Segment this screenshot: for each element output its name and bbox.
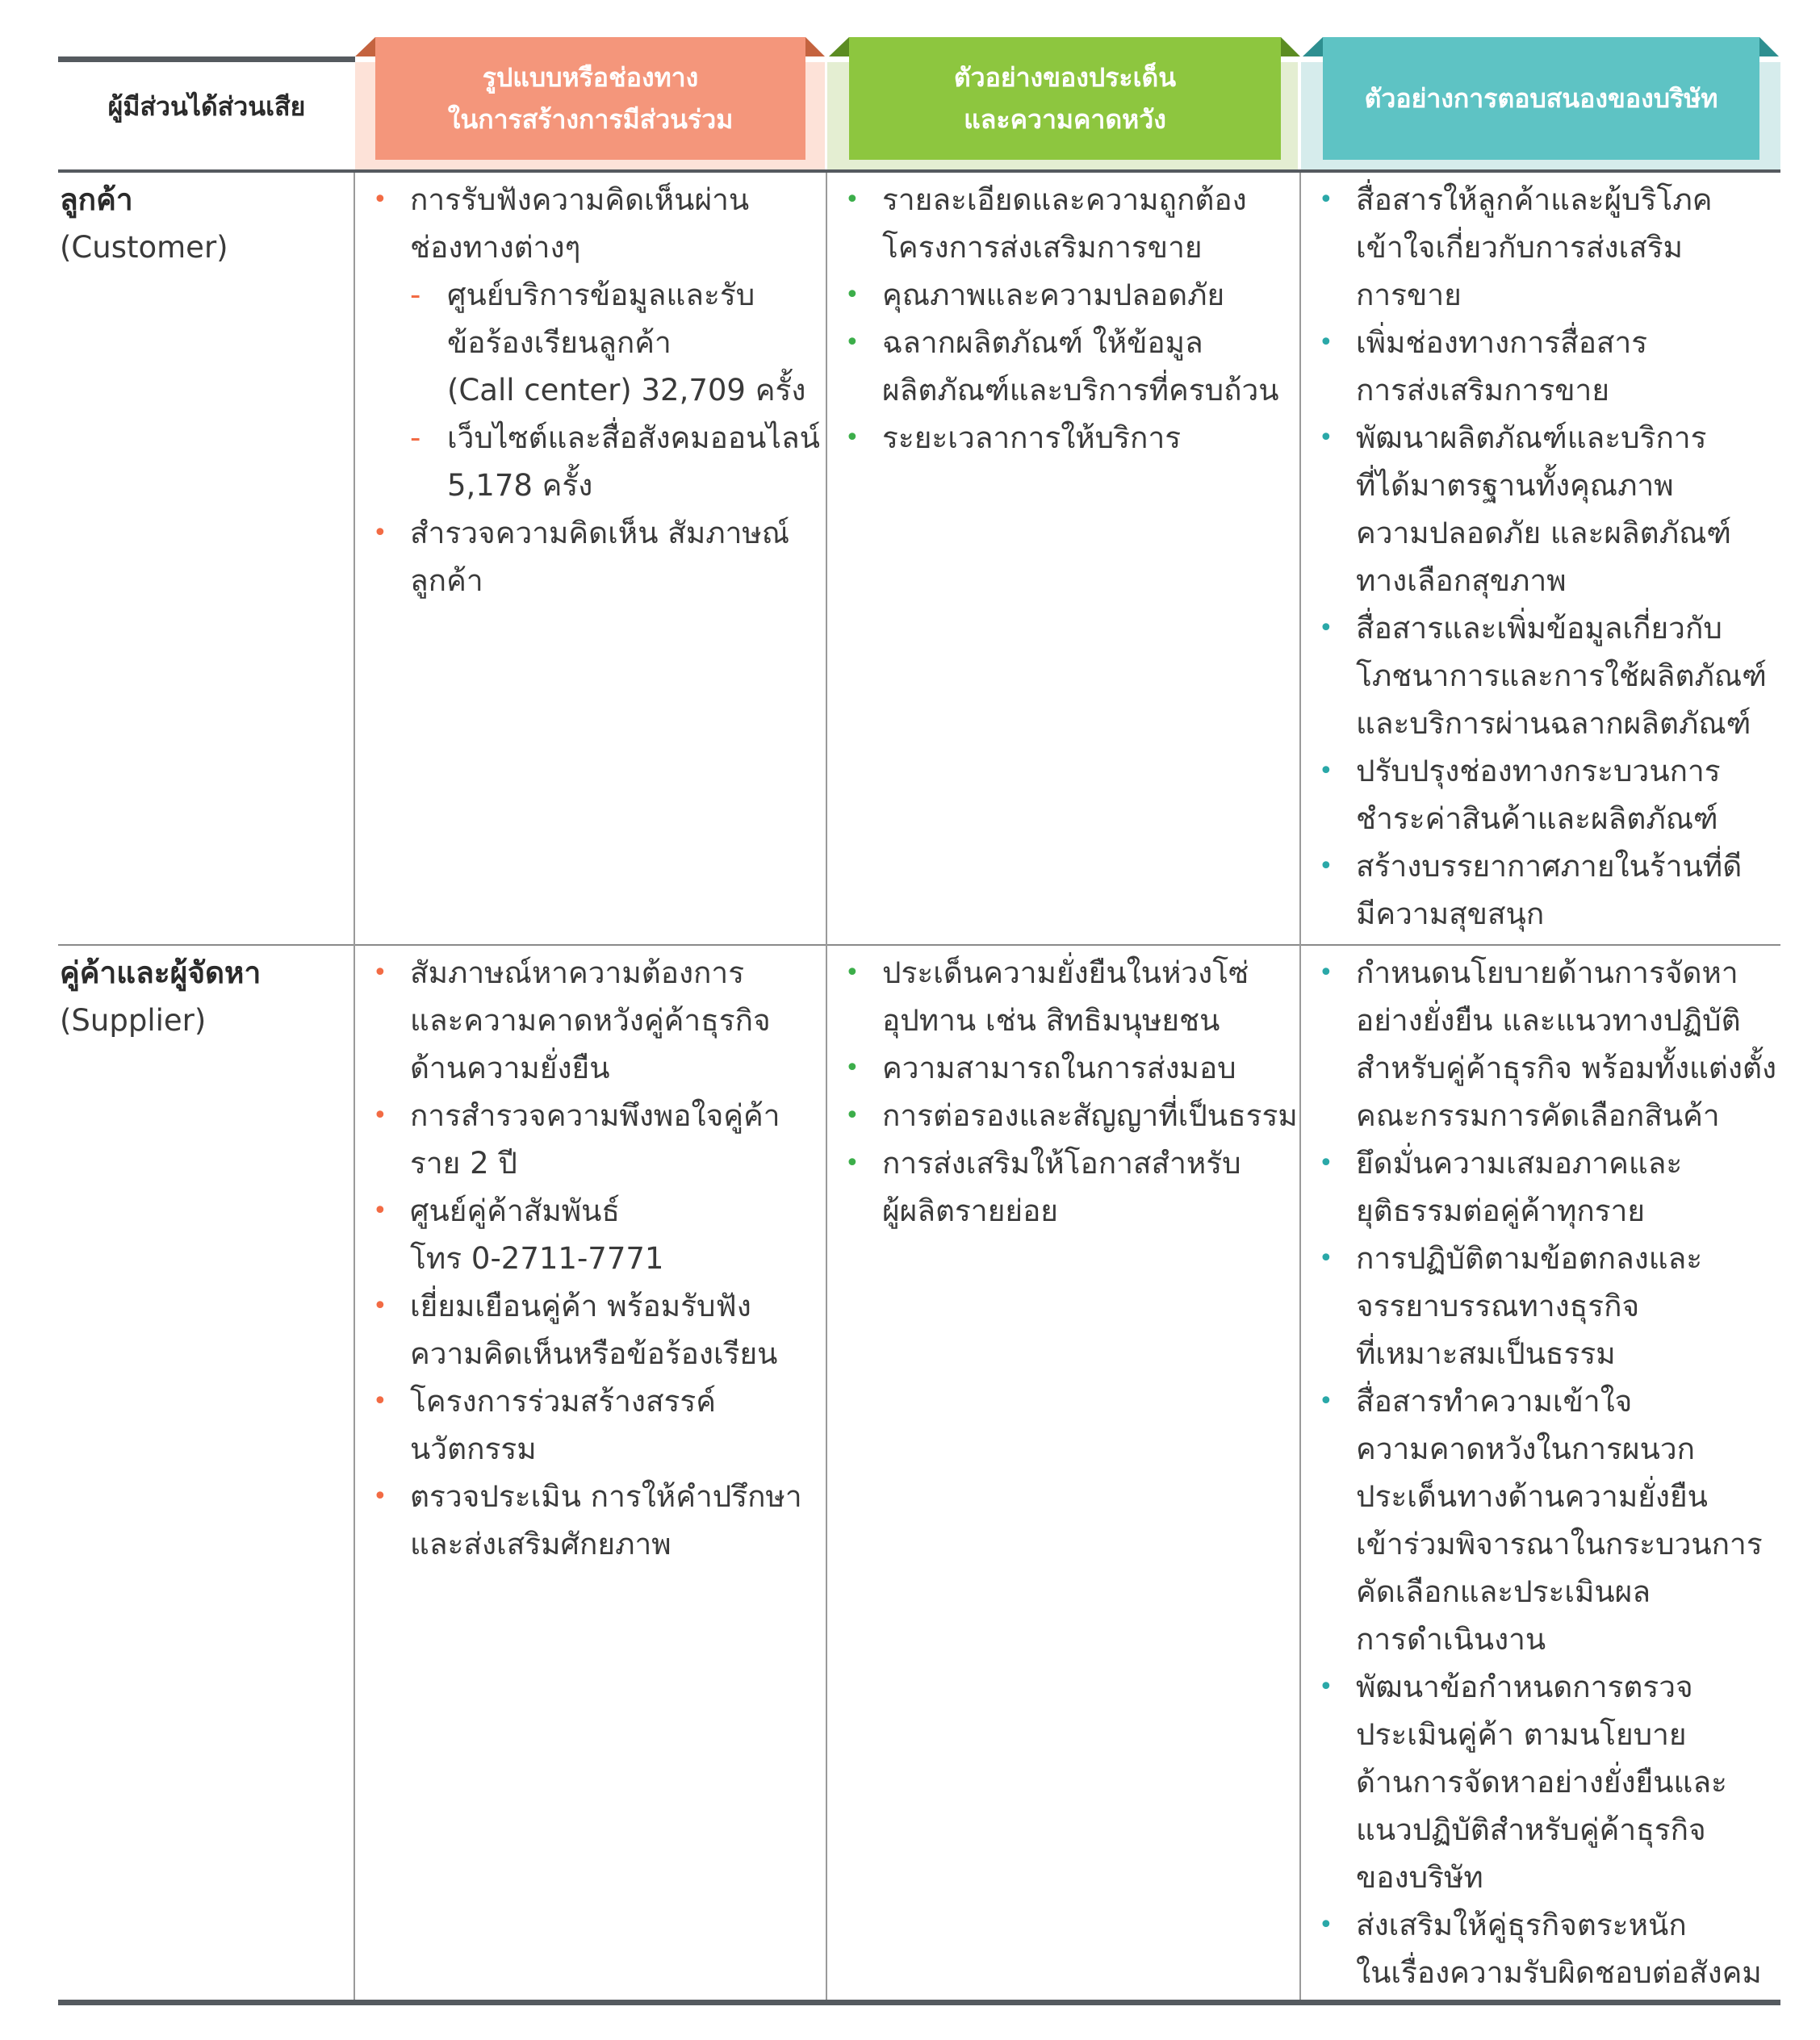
- issues-cell: [845, 949, 1297, 1235]
- response-item: [1319, 747, 1779, 842]
- issue-text: • ระยะเวลาการให้บริการ: [882, 420, 1182, 455]
- stakeholder-name: ลูกค้า: [60, 182, 133, 217]
- channel-subtext: (Call center) 32,709 ครั้ง: [447, 373, 806, 408]
- channel-text: และความคาดหวังคู่ค้าธุรกิจ: [410, 1003, 771, 1038]
- issues-cell: [845, 176, 1297, 462]
- channel-item: [373, 176, 822, 509]
- issue-item: [845, 1044, 1297, 1092]
- issue-list: [845, 176, 1297, 462]
- header-stakeholder: ผู้มีส่วนได้ส่วนเสีย: [107, 91, 306, 122]
- issue-list: [845, 949, 1297, 1235]
- response-text: ชำระค่าสินค้าและผลิตภัณฑ์: [1356, 801, 1718, 836]
- channel-text: ด้านความยั่งยืน: [410, 1051, 610, 1085]
- channel-text: • เยี่ยมเยือนคู่ค้า พร้อมรับฟัง: [410, 1289, 751, 1323]
- response-text: • สื่อสารและเพิ่มข้อมูลเกี่ยวกับ: [1356, 611, 1722, 646]
- col1-fold-left: [355, 37, 375, 56]
- response-text: จรรยาบรรณทางธุรกิจ: [1356, 1289, 1640, 1323]
- col2-fold-right: [1281, 37, 1300, 56]
- channel-item: [373, 1282, 822, 1377]
- issue-text: อุปทาน เช่น สิทธิมนุษยชน: [882, 1003, 1220, 1038]
- response-text: ในเรื่องความรับผิดชอบต่อสังคม: [1356, 1955, 1762, 1990]
- response-item: [1319, 604, 1779, 747]
- response-text: • พัฒนาข้อกำหนดการตรวจ: [1356, 1670, 1693, 1704]
- response-text: การขาย: [1356, 278, 1462, 312]
- issue-item: [845, 414, 1297, 462]
- channel-text: ความคิดเห็นหรือข้อร้องเรียน: [410, 1336, 778, 1371]
- channels-cell: [373, 949, 822, 1568]
- issue-item: [845, 319, 1297, 414]
- response-text: ยุติธรรมต่อคู่ค้าทุกราย: [1356, 1193, 1646, 1228]
- response-item: [1319, 949, 1779, 1139]
- issue-item: [845, 271, 1297, 319]
- response-text: คณะกรรมการคัดเลือกสินค้า: [1356, 1098, 1720, 1133]
- response-text: • กำหนดนโยบายด้านการจัดหา: [1356, 955, 1738, 990]
- issue-text: ผู้ผลิตรายย่อย: [882, 1193, 1058, 1228]
- response-text: • สื่อสารให้ลูกค้าและผู้บริโภค: [1356, 182, 1713, 217]
- stakeholder-cell: [60, 949, 350, 1044]
- column-divider: [354, 173, 355, 2000]
- table-bottom-rule: [58, 2000, 1780, 2005]
- issue-text: • ความสามารถในการส่งมอบ: [882, 1051, 1236, 1085]
- response-text: • พัฒนาผลิตภัณฑ์และบริการ: [1356, 420, 1707, 455]
- header-channels: [375, 37, 805, 160]
- channel-text: • การรับฟังความคิดเห็นผ่าน: [410, 182, 750, 217]
- channel-list: [373, 176, 822, 604]
- response-item: [1319, 1139, 1779, 1235]
- channel-text: • การสำรวจความพึงพอใจคู่ค้า: [410, 1098, 780, 1133]
- header-channels-line: รูปแบบหรือช่องทาง: [482, 62, 699, 93]
- channel-item: [373, 949, 822, 1092]
- response-item: [1319, 1235, 1779, 1377]
- issue-item: [845, 1092, 1297, 1139]
- channel-item: [373, 1092, 822, 1187]
- channel-subtext: ข้อร้องเรียนลูกค้า: [447, 325, 672, 360]
- channel-item: [373, 1377, 822, 1473]
- row-divider: [58, 944, 1780, 946]
- issue-text: • ฉลากผลิตภัณฑ์ ให้ข้อมูล: [882, 325, 1203, 360]
- stakeholder-name: คู่ค้าและผู้จัดหา: [60, 955, 261, 990]
- channel-text: ราย 2 ปี: [410, 1146, 517, 1181]
- stakeholder-cell: [60, 176, 350, 271]
- channel-text: • โครงการร่วมสร้างสรรค์: [410, 1384, 717, 1419]
- issue-item: [845, 1139, 1297, 1235]
- channel-subitem: [410, 271, 822, 414]
- channel-text: • สำรวจความคิดเห็น สัมภาษณ์: [410, 516, 790, 550]
- header-bottom-rule: [58, 169, 1780, 173]
- response-text: • การปฏิบัติตามข้อตกลงและ: [1356, 1241, 1703, 1276]
- response-text: ทางเลือกสุขภาพ: [1356, 563, 1567, 598]
- response-text: มีความสุขสนุก: [1356, 897, 1545, 931]
- channel-list: [373, 949, 822, 1568]
- response-item: [1319, 176, 1779, 319]
- response-text: ประเด็นทางด้านความยั่งยืน: [1356, 1479, 1708, 1514]
- issue-text: • การต่อรองและสัญญาที่เป็นธรรม: [882, 1098, 1298, 1133]
- response-text: ที่เหมาะสมเป็นธรรม: [1356, 1336, 1616, 1371]
- col2-fold-left: [829, 37, 849, 56]
- response-text: คัดเลือกและประเมินผล: [1356, 1574, 1651, 1609]
- channel-text: และส่งเสริมศักยภาพ: [410, 1527, 672, 1561]
- issue-text: โครงการส่งเสริมการขาย: [882, 230, 1203, 265]
- response-text: • เพิ่มช่องทางการสื่อสาร: [1356, 325, 1648, 360]
- channel-text: • ตรวจประเมิน การให้คำปรึกษา: [410, 1479, 802, 1514]
- header-top-rule: [58, 56, 355, 62]
- response-text: ประเมินคู่ค้า ตามนโยบาย: [1356, 1717, 1687, 1752]
- response-text: เข้าใจเกี่ยวกับการส่งเสริม: [1356, 230, 1684, 265]
- response-text: การส่งเสริมการขาย: [1356, 373, 1609, 408]
- issue-item: [845, 949, 1297, 1044]
- channel-text: • ศูนย์คู่ค้าสัมพันธ์: [410, 1193, 620, 1228]
- issue-text: • รายละเอียดและความถูกต้อง: [882, 182, 1247, 217]
- channel-text: นวัตกรรม: [410, 1432, 537, 1466]
- response-text: เข้าร่วมพิจารณาในกระบวนการ: [1356, 1527, 1763, 1561]
- response-item: [1319, 1663, 1779, 1901]
- response-text: ด้านการจัดหาอย่างยั่งยืนและ: [1356, 1765, 1727, 1800]
- channels-cell: [373, 176, 822, 604]
- issue-text: • ประเด็นความยั่งยืนในห่วงโซ่: [882, 955, 1249, 990]
- col3-fold-right: [1759, 37, 1779, 56]
- channel-item: [373, 509, 822, 604]
- stakeholder-name-en: (Customer): [60, 230, 228, 265]
- response-text: แนวปฏิบัติสำหรับคู่ค้าธุรกิจ: [1356, 1812, 1706, 1847]
- channel-sublist: [410, 271, 822, 509]
- responses-cell: [1319, 176, 1779, 938]
- channel-text: ช่องทางต่างๆ: [410, 230, 581, 265]
- issue-text: • คุณภาพและความปลอดภัย: [882, 278, 1225, 312]
- response-text: การดำเนินงาน: [1356, 1622, 1546, 1657]
- issue-text: • การส่งเสริมให้โอกาสสำหรับ: [882, 1146, 1241, 1181]
- issue-item: [845, 176, 1297, 271]
- response-text: • ส่งเสริมให้คู่ธุรกิจตระหนัก: [1356, 1908, 1687, 1942]
- col1-fold-right: [805, 37, 825, 56]
- channel-subtext: 5,178 ครั้ง: [447, 468, 593, 503]
- response-text: • สื่อสารทำความเข้าใจ: [1356, 1384, 1633, 1419]
- response-text: ความคาดหวังในการผนวก: [1356, 1432, 1696, 1466]
- stakeholder-name-en: (Supplier): [60, 1003, 207, 1038]
- response-text: อย่างยั่งยืน และแนวทางปฏิบัติ: [1356, 1003, 1741, 1038]
- response-text: ความปลอดภัย และผลิตภัณฑ์: [1356, 516, 1732, 550]
- response-text: ที่ได้มาตรฐานทั้งคุณภาพ: [1356, 468, 1674, 503]
- channel-text: โทร 0-2711-7771: [410, 1241, 664, 1276]
- response-item: [1319, 414, 1779, 604]
- response-item: [1319, 1901, 1779, 1996]
- response-text: • ยึดมั่นความเสมอภาคและ: [1356, 1146, 1683, 1181]
- col3-fold-left: [1303, 37, 1323, 56]
- channel-text: ลูกค้า: [410, 563, 483, 598]
- response-list: [1319, 176, 1779, 938]
- channel-subtext: - ศูนย์บริการข้อมูลและรับ: [447, 278, 755, 312]
- header-responses: [1323, 37, 1759, 160]
- channel-subtext: - เว็บไซต์และสื่อสังคมออนไลน์: [447, 420, 820, 455]
- channel-item: [373, 1473, 822, 1568]
- response-text: และบริการผ่านฉลากผลิตภัณฑ์: [1356, 706, 1751, 741]
- response-text: • สร้างบรรยากาศภายในร้านที่ดี: [1356, 849, 1743, 884]
- header-responses-text: ตัวอย่างการตอบสนองของบริษัท: [1364, 83, 1718, 114]
- response-item: [1319, 842, 1779, 938]
- response-text: โภชนาการและการใช้ผลิตภัณฑ์: [1356, 658, 1767, 693]
- channel-text: • สัมภาษณ์หาความต้องการ: [410, 955, 745, 990]
- channel-subitem: [410, 414, 822, 509]
- response-text: • ปรับปรุงช่องทางกระบวนการ: [1356, 754, 1721, 788]
- header-issues-line: และความคาดหวัง: [964, 104, 1166, 135]
- response-text: ของบริษัท: [1356, 1860, 1483, 1895]
- responses-cell: [1319, 949, 1779, 1996]
- response-list: [1319, 949, 1779, 1996]
- channel-item: [373, 1187, 822, 1282]
- column-divider: [826, 173, 827, 2000]
- header-issues-line: ตัวอย่างของประเด็น: [953, 62, 1177, 93]
- response-item: [1319, 319, 1779, 414]
- response-item: [1319, 1377, 1779, 1663]
- response-text: สำหรับคู่ค้าธุรกิจ พร้อมทั้งแต่งตั้ง: [1356, 1051, 1777, 1085]
- issue-text: ผลิตภัณฑ์และบริการที่ครบถ้วน: [882, 373, 1279, 408]
- column-divider: [1299, 173, 1301, 2000]
- header-issues: [849, 37, 1281, 160]
- header-channels-line: ในการสร้างการมีส่วนร่วม: [447, 104, 734, 135]
